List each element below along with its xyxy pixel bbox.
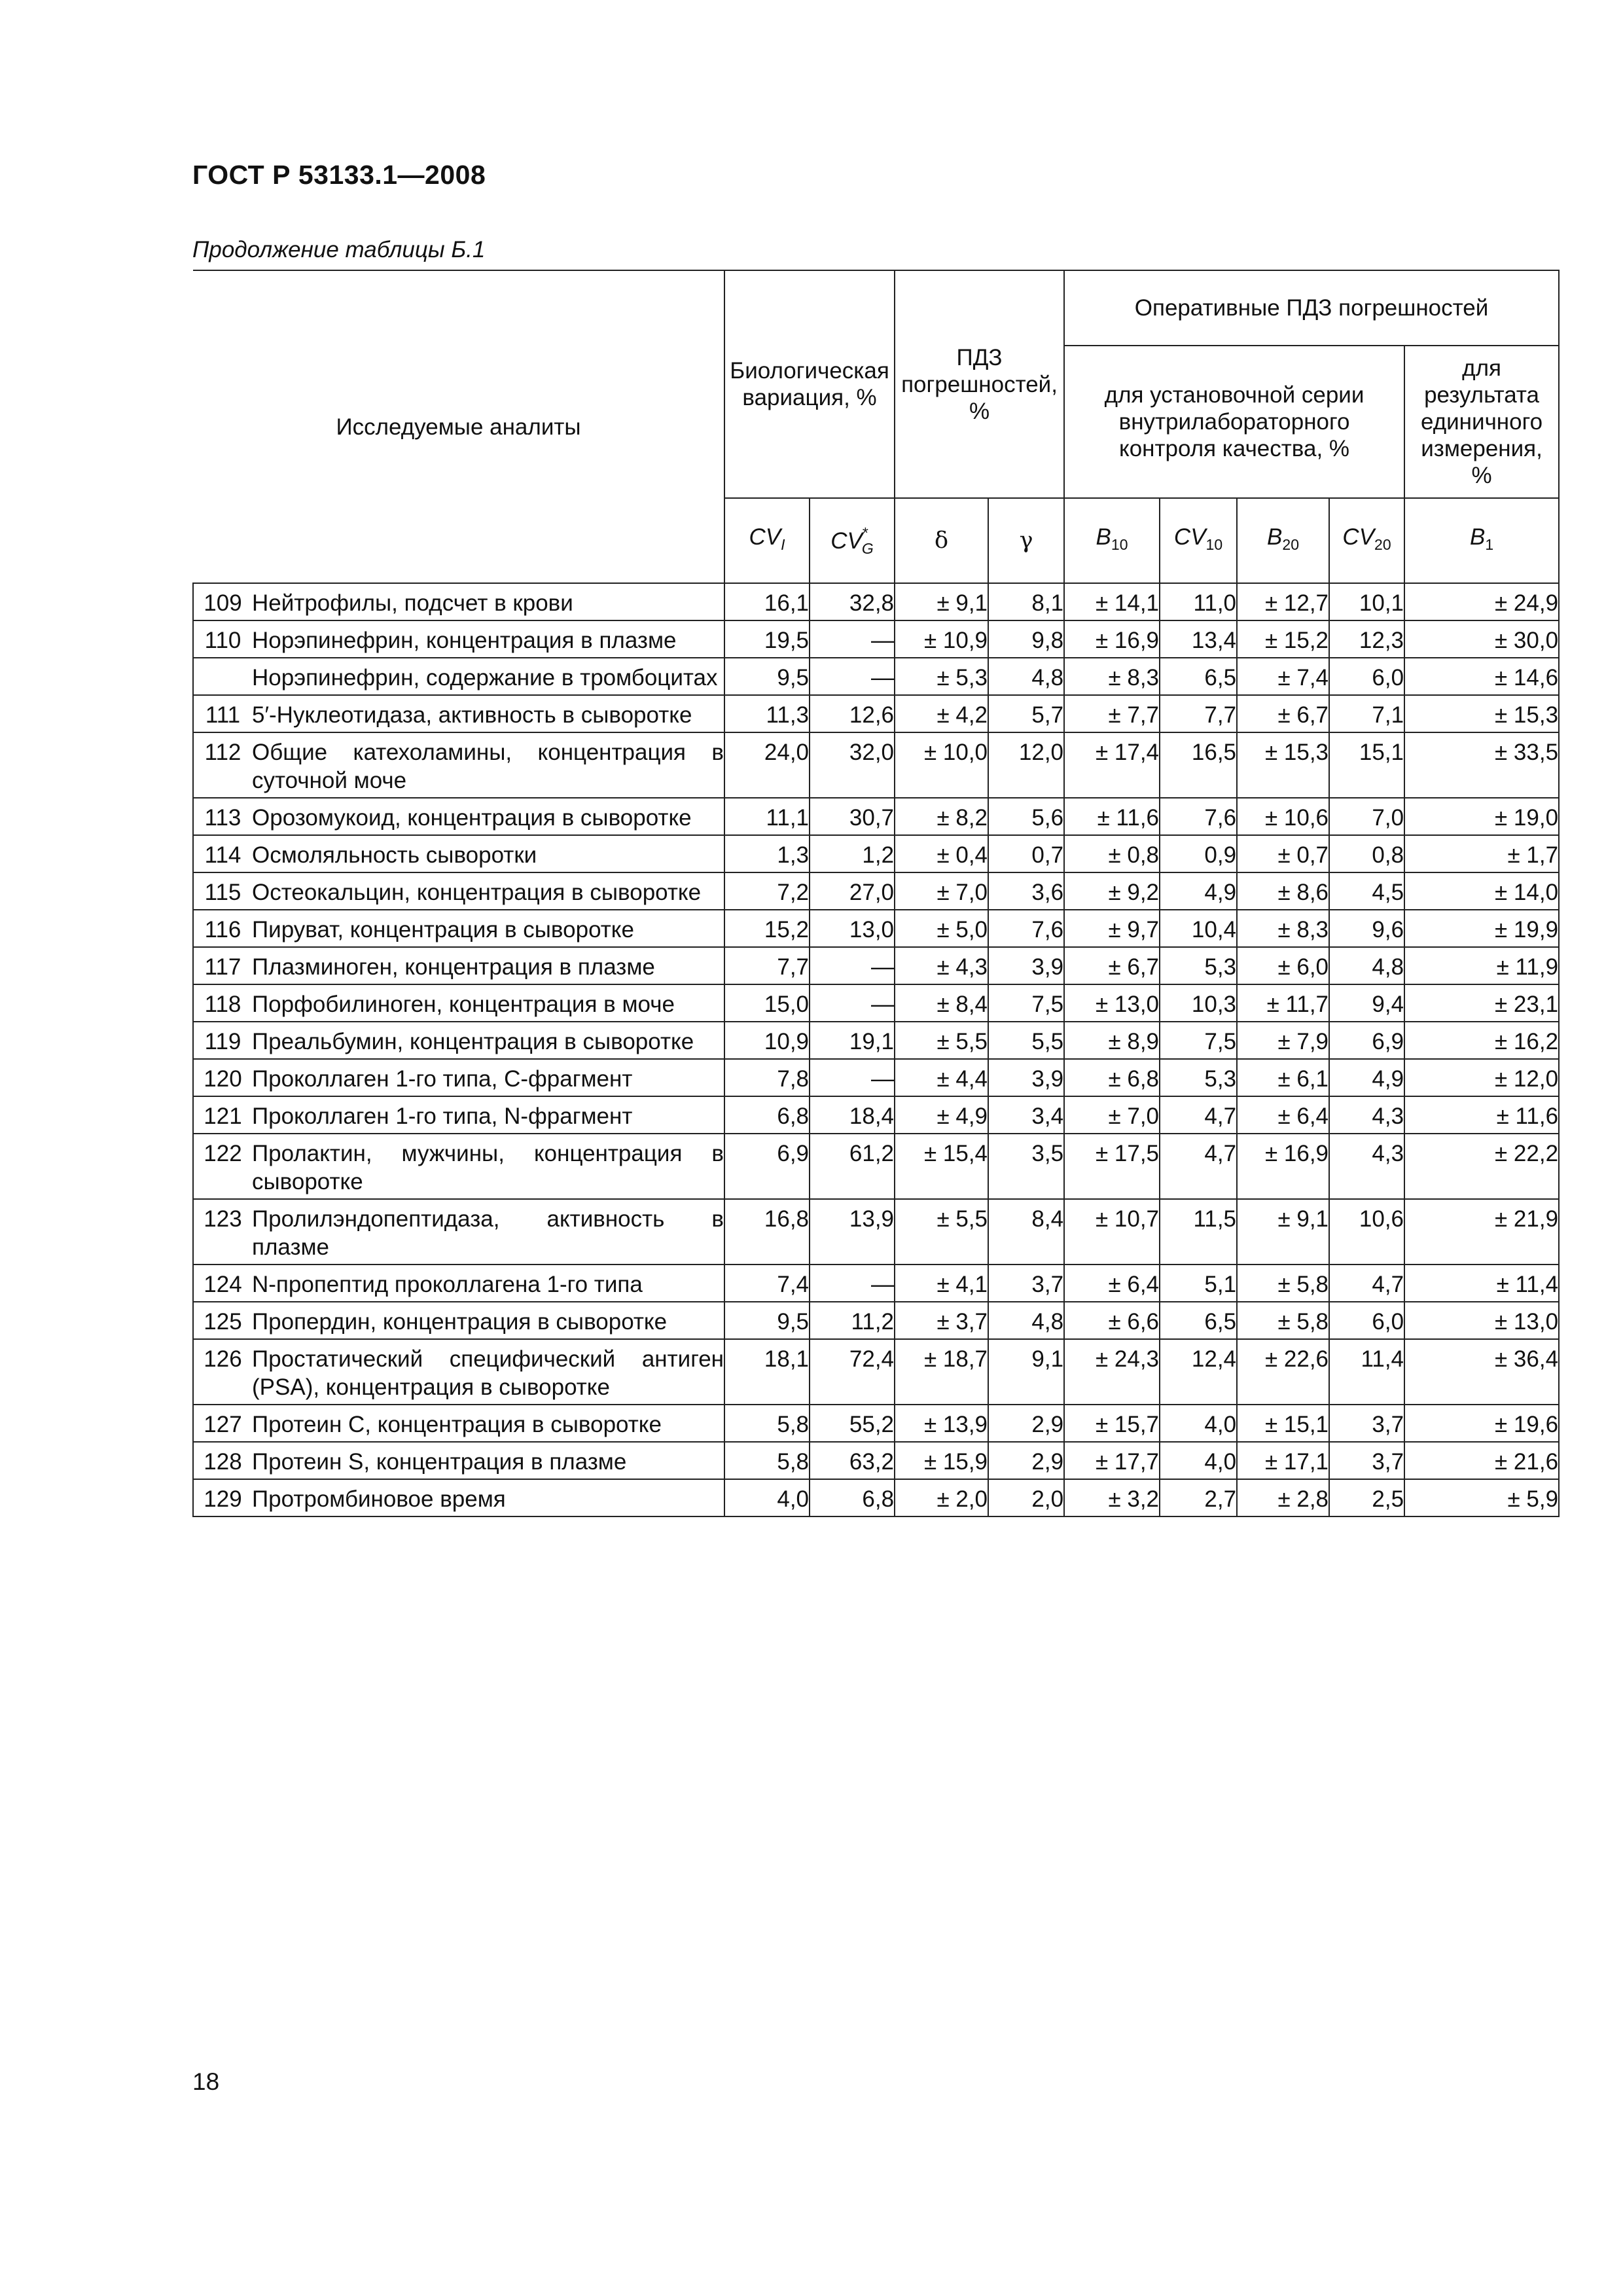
analyte-name: 5′-Нуклеотидаза, активность в сыворотке <box>252 695 724 732</box>
cell-cvg: 13,9 <box>810 1199 895 1265</box>
cell-delta: ± 2,0 <box>895 1479 988 1516</box>
analyte-name: Проколлаген 1-го типа, С-фрагмент <box>252 1059 724 1096</box>
cell-cvg: — <box>810 1059 895 1096</box>
row-number <box>193 658 252 695</box>
analyte-name: Протеин С, концентрация в сыворотке <box>252 1405 724 1442</box>
analyte-name: Пролактин, мужчины, концентрация в сыворотке <box>252 1134 724 1199</box>
cell-b20: ± 5,8 <box>1237 1265 1329 1302</box>
cell-b1: ± 13,0 <box>1404 1302 1559 1339</box>
header-cv20: $CV_{20}$ <box>1329 498 1404 583</box>
header-gamma: γ <box>988 498 1064 583</box>
cell-gamma: 0,7 <box>988 835 1064 872</box>
cell-b10: ± 11,6 <box>1064 798 1160 835</box>
cell-b10: ± 6,4 <box>1064 1265 1160 1302</box>
cell-b20: ± 8,3 <box>1237 910 1329 947</box>
row-number: 122 <box>193 1134 252 1199</box>
cell-cvi: 6,8 <box>724 1096 810 1134</box>
cell-cvi: 4,0 <box>724 1479 810 1516</box>
cell-b10: ± 7,7 <box>1064 695 1160 732</box>
cell-b20: ± 6,4 <box>1237 1096 1329 1134</box>
cell-cvi: 11,3 <box>724 695 810 732</box>
cell-b10: ± 17,5 <box>1064 1134 1160 1199</box>
cell-cv10: 5,3 <box>1160 1059 1237 1096</box>
table-row <box>193 1265 1559 1302</box>
cell-cvi: 19,5 <box>724 620 810 658</box>
cell-cvg: 6,8 <box>810 1479 895 1516</box>
cell-cvg: 27,0 <box>810 872 895 910</box>
cell-gamma: 3,5 <box>988 1134 1064 1199</box>
cell-cv10: 4,7 <box>1160 1096 1237 1134</box>
analyte-name: N-пропептид проколлагена 1-го типа <box>252 1265 724 1302</box>
cell-cv20: 4,3 <box>1329 1134 1404 1199</box>
cell-b10: ± 9,2 <box>1064 872 1160 910</box>
cell-cvg: — <box>810 947 895 984</box>
cell-delta: ± 5,5 <box>895 1022 988 1059</box>
cell-b20: ± 22,6 <box>1237 1339 1329 1405</box>
cell-cvg: 63,2 <box>810 1442 895 1479</box>
cell-cv20: 3,7 <box>1329 1405 1404 1442</box>
cell-cv20: 4,7 <box>1329 1265 1404 1302</box>
cell-cv10: 0,9 <box>1160 835 1237 872</box>
cell-b1: ± 19,9 <box>1404 910 1559 947</box>
cell-gamma: 3,9 <box>988 1059 1064 1096</box>
cell-b1: ± 23,1 <box>1404 984 1559 1022</box>
cell-b10: ± 7,0 <box>1064 1096 1160 1134</box>
cell-b10: ± 10,7 <box>1064 1199 1160 1265</box>
table-row <box>193 1405 1559 1442</box>
analyte-name: Пролилэндопептидаза, активность в плазме <box>252 1199 724 1265</box>
cell-gamma: 9,1 <box>988 1339 1064 1405</box>
cell-b1: ± 36,4 <box>1404 1339 1559 1405</box>
table-row <box>193 984 1559 1022</box>
header-bio-variation: Биологическая вариация, % <box>724 270 895 498</box>
table-row <box>193 583 1559 620</box>
cell-gamma: 8,4 <box>988 1199 1064 1265</box>
table-row <box>193 947 1559 984</box>
cell-cvg: 32,0 <box>810 732 895 798</box>
analyte-name: Протромбиновое время <box>252 1479 724 1516</box>
cell-cv10: 4,0 <box>1160 1442 1237 1479</box>
cell-b20: ± 6,1 <box>1237 1059 1329 1096</box>
cell-cvg: 12,6 <box>810 695 895 732</box>
row-number: 126 <box>193 1339 252 1405</box>
analyte-name: Пируват, концентрация в сыворотке <box>252 910 724 947</box>
cell-b10: ± 17,7 <box>1064 1442 1160 1479</box>
document-code: ГОСТ Р 53133.1—2008 <box>192 160 486 190</box>
cell-b1: ± 5,9 <box>1404 1479 1559 1516</box>
cell-cvg: — <box>810 658 895 695</box>
cell-cvg: 1,2 <box>810 835 895 872</box>
header-single-result: для результата единичного измерения, % <box>1404 346 1559 498</box>
cell-gamma: 2,9 <box>988 1442 1064 1479</box>
cell-delta: ± 10,0 <box>895 732 988 798</box>
cell-b1: ± 11,6 <box>1404 1096 1559 1134</box>
cell-b20: ± 17,1 <box>1237 1442 1329 1479</box>
cell-gamma: 9,8 <box>988 620 1064 658</box>
cell-b20: ± 15,1 <box>1237 1405 1329 1442</box>
cell-cvi: 18,1 <box>724 1339 810 1405</box>
row-number: 112 <box>193 732 252 798</box>
header-cv10: $CV_{10}$ <box>1160 498 1237 583</box>
cell-b20: ± 15,2 <box>1237 620 1329 658</box>
cell-b20: ± 11,7 <box>1237 984 1329 1022</box>
cell-delta: ± 13,9 <box>895 1405 988 1442</box>
header-setup-series: для установочной серии внутрилабораторного контроля качества, % <box>1064 346 1404 498</box>
table-row <box>193 1199 1559 1265</box>
row-number: 110 <box>193 620 252 658</box>
cell-cvi: 10,9 <box>724 1022 810 1059</box>
cell-cvi: 15,0 <box>724 984 810 1022</box>
header-pdz-error: ПДЗ погрешностей, % <box>895 270 1064 498</box>
cell-delta: ± 8,2 <box>895 798 988 835</box>
cell-b1: ± 12,0 <box>1404 1059 1559 1096</box>
cell-gamma: 8,1 <box>988 583 1064 620</box>
cell-cv10: 4,9 <box>1160 872 1237 910</box>
cell-cv20: 4,5 <box>1329 872 1404 910</box>
cell-cv20: 6,0 <box>1329 658 1404 695</box>
cell-b1: ± 19,0 <box>1404 798 1559 835</box>
cell-cvi: 16,8 <box>724 1199 810 1265</box>
cell-delta: ± 4,3 <box>895 947 988 984</box>
cell-delta: ± 4,2 <box>895 695 988 732</box>
header-delta: δ <box>895 498 988 583</box>
table-row <box>193 910 1559 947</box>
table-row <box>193 1059 1559 1096</box>
cell-delta: ± 4,9 <box>895 1096 988 1134</box>
cell-cv20: 15,1 <box>1329 732 1404 798</box>
cell-cv10: 7,6 <box>1160 798 1237 835</box>
analyte-name: Осмоляльность сыворотки <box>252 835 724 872</box>
cell-gamma: 3,6 <box>988 872 1064 910</box>
header-cvg: $CV^*_G$ <box>810 498 895 583</box>
cell-b1: ± 15,3 <box>1404 695 1559 732</box>
cell-b20: ± 7,9 <box>1237 1022 1329 1059</box>
table-row <box>193 658 1559 695</box>
analyte-name: Проколлаген 1-го типа, N-фрагмент <box>252 1096 724 1134</box>
cell-cvg: 32,8 <box>810 583 895 620</box>
cell-b1: ± 33,5 <box>1404 732 1559 798</box>
cell-b10: ± 6,6 <box>1064 1302 1160 1339</box>
cell-delta: ± 3,7 <box>895 1302 988 1339</box>
row-number: 128 <box>193 1442 252 1479</box>
row-number: 129 <box>193 1479 252 1516</box>
cell-b1: ± 19,6 <box>1404 1405 1559 1442</box>
cell-gamma: 7,5 <box>988 984 1064 1022</box>
cell-cvi: 1,3 <box>724 835 810 872</box>
cell-cv10: 10,3 <box>1160 984 1237 1022</box>
cell-b10: ± 3,2 <box>1064 1479 1160 1516</box>
cell-b20: ± 9,1 <box>1237 1199 1329 1265</box>
cell-cvg: 55,2 <box>810 1405 895 1442</box>
cell-cv10: 7,7 <box>1160 695 1237 732</box>
cell-delta: ± 15,4 <box>895 1134 988 1199</box>
analyte-name: Норэпинефрин, концентрация в плазме <box>252 620 724 658</box>
cell-delta: ± 8,4 <box>895 984 988 1022</box>
cell-cv20: 4,8 <box>1329 947 1404 984</box>
table-row <box>193 1302 1559 1339</box>
cell-b10: ± 24,3 <box>1064 1339 1160 1405</box>
cell-b1: ± 21,6 <box>1404 1442 1559 1479</box>
row-number: 109 <box>193 583 252 620</box>
header-b20: $B_{20}$ <box>1237 498 1329 583</box>
analyte-name: Норэпинефрин, содержание в тромбоцитах <box>252 658 724 695</box>
cell-cvi: 7,2 <box>724 872 810 910</box>
cell-delta: ± 0,4 <box>895 835 988 872</box>
cell-b20: ± 16,9 <box>1237 1134 1329 1199</box>
cell-cv20: 11,4 <box>1329 1339 1404 1405</box>
cell-cvg: — <box>810 1265 895 1302</box>
row-number: 111 <box>193 695 252 732</box>
cell-b10: ± 8,3 <box>1064 658 1160 695</box>
cell-cv20: 2,5 <box>1329 1479 1404 1516</box>
analyte-name: Простатический специфический антиген (PSA), концентрация в сыворотке <box>252 1339 724 1405</box>
cell-cvi: 16,1 <box>724 583 810 620</box>
row-number: 114 <box>193 835 252 872</box>
cell-cvg: — <box>810 620 895 658</box>
table-row <box>193 1479 1559 1516</box>
cell-cv10: 5,3 <box>1160 947 1237 984</box>
cell-cv20: 7,1 <box>1329 695 1404 732</box>
cell-b1: ± 11,4 <box>1404 1265 1559 1302</box>
row-number: 113 <box>193 798 252 835</box>
analyte-name: Пропердин, концентрация в сыворотке <box>252 1302 724 1339</box>
cell-b1: ± 30,0 <box>1404 620 1559 658</box>
cell-b10: ± 0,8 <box>1064 835 1160 872</box>
analyte-name: Остеокальцин, концентрация в сыворотке <box>252 872 724 910</box>
cell-cv20: 10,1 <box>1329 583 1404 620</box>
analyte-name: Порфобилиноген, концентрация в моче <box>252 984 724 1022</box>
cell-gamma: 4,8 <box>988 1302 1064 1339</box>
cell-delta: ± 5,0 <box>895 910 988 947</box>
cell-b10: ± 16,9 <box>1064 620 1160 658</box>
table-row <box>193 695 1559 732</box>
row-number: 123 <box>193 1199 252 1265</box>
cell-cv20: 9,6 <box>1329 910 1404 947</box>
cell-gamma: 5,5 <box>988 1022 1064 1059</box>
table-row <box>193 732 1559 798</box>
cell-gamma: 2,9 <box>988 1405 1064 1442</box>
row-number: 115 <box>193 872 252 910</box>
cell-cv20: 0,8 <box>1329 835 1404 872</box>
cell-b1: ± 21,9 <box>1404 1199 1559 1265</box>
cell-b1: ± 11,9 <box>1404 947 1559 984</box>
row-number: 120 <box>193 1059 252 1096</box>
table-row <box>193 1096 1559 1134</box>
cell-cvi: 7,7 <box>724 947 810 984</box>
header-operative-pdz: Оперативные ПДЗ погрешностей <box>1064 270 1559 346</box>
cell-b20: ± 2,8 <box>1237 1479 1329 1516</box>
cell-gamma: 5,6 <box>988 798 1064 835</box>
cell-delta: ± 4,4 <box>895 1059 988 1096</box>
cell-cv10: 6,5 <box>1160 658 1237 695</box>
table-row <box>193 620 1559 658</box>
cell-cvi: 24,0 <box>724 732 810 798</box>
cell-cv10: 7,5 <box>1160 1022 1237 1059</box>
row-number: 119 <box>193 1022 252 1059</box>
cell-b10: ± 6,7 <box>1064 947 1160 984</box>
cell-cvg: 30,7 <box>810 798 895 835</box>
cell-b10: ± 13,0 <box>1064 984 1160 1022</box>
cell-b20: ± 15,3 <box>1237 732 1329 798</box>
cell-b20: ± 6,7 <box>1237 695 1329 732</box>
cell-cvg: — <box>810 984 895 1022</box>
cell-cvi: 7,8 <box>724 1059 810 1096</box>
table-header <box>193 270 1559 583</box>
cell-delta: ± 10,9 <box>895 620 988 658</box>
row-number: 124 <box>193 1265 252 1302</box>
cell-gamma: 3,7 <box>988 1265 1064 1302</box>
cell-delta: ± 5,5 <box>895 1199 988 1265</box>
row-number: 127 <box>193 1405 252 1442</box>
cell-cv20: 9,4 <box>1329 984 1404 1022</box>
cell-b20: ± 7,4 <box>1237 658 1329 695</box>
cell-cvi: 7,4 <box>724 1265 810 1302</box>
cell-b10: ± 8,9 <box>1064 1022 1160 1059</box>
cell-delta: ± 4,1 <box>895 1265 988 1302</box>
cell-gamma: 7,6 <box>988 910 1064 947</box>
cell-gamma: 3,4 <box>988 1096 1064 1134</box>
analyte-name: Протеин S, концентрация в плазме <box>252 1442 724 1479</box>
table-row <box>193 1442 1559 1479</box>
cell-cv20: 6,9 <box>1329 1022 1404 1059</box>
cell-delta: ± 5,3 <box>895 658 988 695</box>
header-b1: $B_1$ <box>1404 498 1559 583</box>
table-row <box>193 1339 1559 1405</box>
cell-cv10: 11,5 <box>1160 1199 1237 1265</box>
cell-b10: ± 14,1 <box>1064 583 1160 620</box>
cell-b1: ± 14,6 <box>1404 658 1559 695</box>
cell-b10: ± 6,8 <box>1064 1059 1160 1096</box>
cell-cvg: 13,0 <box>810 910 895 947</box>
cell-cvi: 6,9 <box>724 1134 810 1199</box>
cell-b1: ± 14,0 <box>1404 872 1559 910</box>
cell-cv10: 11,0 <box>1160 583 1237 620</box>
analyte-name: Орозомукоид, концентрация в сыворотке <box>252 798 724 835</box>
header-analytes: Исследуемые аналиты <box>193 270 724 583</box>
row-number: 125 <box>193 1302 252 1339</box>
cell-delta: ± 18,7 <box>895 1339 988 1405</box>
analyte-name: Преальбумин, концентрация в сыворотке <box>252 1022 724 1059</box>
cell-b10: ± 15,7 <box>1064 1405 1160 1442</box>
cell-delta: ± 15,9 <box>895 1442 988 1479</box>
cell-cvg: 61,2 <box>810 1134 895 1199</box>
analytes-table <box>192 270 1560 1517</box>
cell-b1: ± 1,7 <box>1404 835 1559 872</box>
cell-gamma: 4,8 <box>988 658 1064 695</box>
page-number: 18 <box>192 2068 220 2095</box>
analyte-name: Плазминоген, концентрация в плазме <box>252 947 724 984</box>
cell-cv20: 3,7 <box>1329 1442 1404 1479</box>
table-row <box>193 872 1559 910</box>
cell-cvg: 72,4 <box>810 1339 895 1405</box>
row-number: 117 <box>193 947 252 984</box>
table-caption: Продолжение таблицы Б.1 <box>192 237 486 262</box>
cell-cvg: 18,4 <box>810 1096 895 1134</box>
cell-cv20: 10,6 <box>1329 1199 1404 1265</box>
cell-cvg: 11,2 <box>810 1302 895 1339</box>
cell-cv10: 2,7 <box>1160 1479 1237 1516</box>
row-number: 118 <box>193 984 252 1022</box>
cell-cv20: 4,3 <box>1329 1096 1404 1134</box>
cell-b20: ± 10,6 <box>1237 798 1329 835</box>
cell-cv10: 5,1 <box>1160 1265 1237 1302</box>
cell-gamma: 2,0 <box>988 1479 1064 1516</box>
row-number: 116 <box>193 910 252 947</box>
cell-b20: ± 8,6 <box>1237 872 1329 910</box>
cell-cvi: 11,1 <box>724 798 810 835</box>
table-body <box>193 583 1559 1516</box>
header-b10: $B_{10}$ <box>1064 498 1160 583</box>
cell-cv20: 12,3 <box>1329 620 1404 658</box>
header-cvi: $CV_I$ <box>724 498 810 583</box>
cell-cv10: 6,5 <box>1160 1302 1237 1339</box>
cell-b10: ± 9,7 <box>1064 910 1160 947</box>
cell-cvi: 15,2 <box>724 910 810 947</box>
cell-cv10: 4,0 <box>1160 1405 1237 1442</box>
cell-cv20: 7,0 <box>1329 798 1404 835</box>
cell-b20: ± 0,7 <box>1237 835 1329 872</box>
cell-b10: ± 17,4 <box>1064 732 1160 798</box>
cell-b20: ± 12,7 <box>1237 583 1329 620</box>
cell-delta: ± 9,1 <box>895 583 988 620</box>
cell-delta: ± 7,0 <box>895 872 988 910</box>
cell-cvg: 19,1 <box>810 1022 895 1059</box>
cell-b20: ± 5,8 <box>1237 1302 1329 1339</box>
analyte-name: Нейтрофилы, подсчет в крови <box>252 583 724 620</box>
cell-cv10: 13,4 <box>1160 620 1237 658</box>
table-row <box>193 1134 1559 1199</box>
cell-cv10: 4,7 <box>1160 1134 1237 1199</box>
cell-cvi: 9,5 <box>724 658 810 695</box>
table-row <box>193 798 1559 835</box>
cell-b1: ± 24,9 <box>1404 583 1559 620</box>
cell-cv20: 4,9 <box>1329 1059 1404 1096</box>
cell-b1: ± 22,2 <box>1404 1134 1559 1199</box>
cell-cvi: 5,8 <box>724 1442 810 1479</box>
table-row <box>193 1022 1559 1059</box>
cell-cv10: 12,4 <box>1160 1339 1237 1405</box>
cell-b1: ± 16,2 <box>1404 1022 1559 1059</box>
cell-cv10: 16,5 <box>1160 732 1237 798</box>
cell-gamma: 5,7 <box>988 695 1064 732</box>
cell-cvi: 5,8 <box>724 1405 810 1442</box>
cell-cvi: 9,5 <box>724 1302 810 1339</box>
cell-gamma: 3,9 <box>988 947 1064 984</box>
cell-cv10: 10,4 <box>1160 910 1237 947</box>
cell-b20: ± 6,0 <box>1237 947 1329 984</box>
table-row <box>193 835 1559 872</box>
cell-cv20: 6,0 <box>1329 1302 1404 1339</box>
row-number: 121 <box>193 1096 252 1134</box>
analyte-name: Общие катехоламины, концентрация в суточной моче <box>252 732 724 798</box>
cell-gamma: 12,0 <box>988 732 1064 798</box>
